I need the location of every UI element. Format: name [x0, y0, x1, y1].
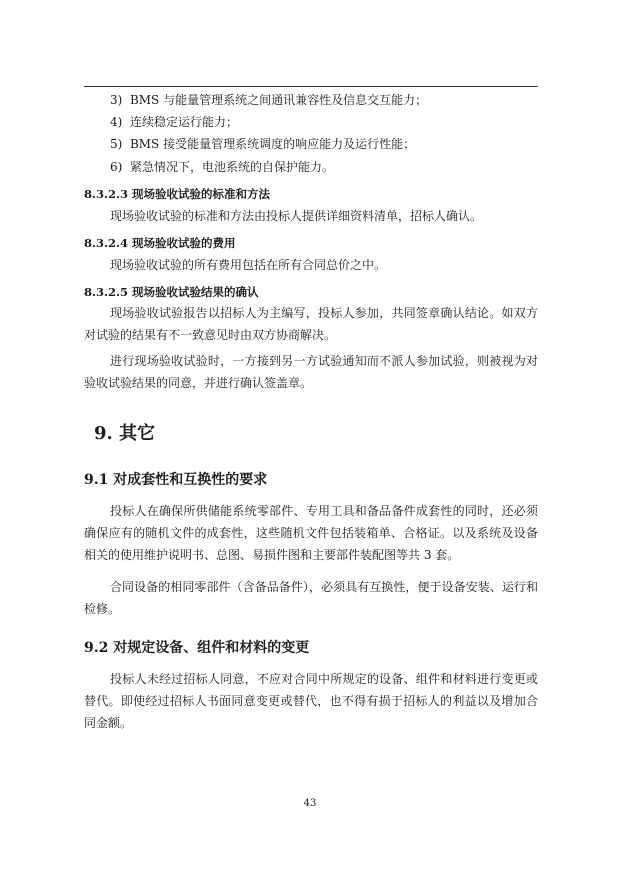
- paragraph: 投标人在确保所供储能系统零部件、专用工具和备品备件成套性的同时，还必须确保应有的随机文件的成套性，这些随机文件包括装箱单、合格证。以及系统及设备相关的使用维护说明书、总图、易损件图和主要部件装配图等共 3 套。: [84, 504, 538, 562]
- paragraph: 合同设备的相同零部件（含备品备件），必须具有互换性，便于设备安装、运行和检修。: [84, 580, 538, 616]
- section-heading-8-3-2-4: 8.3.2.4 现场验收试验的费用: [84, 236, 236, 250]
- section-heading-8-3-2-5: 8.3.2.5 现场验收试验结果的确认: [84, 285, 259, 299]
- section-heading-9-1: 9.1 对成套性和互换性的要求: [84, 472, 268, 488]
- header-rule: [84, 86, 538, 87]
- paragraph: 现场验收试验报告以招标人为主编写，投标人参加，共同签章确认结论。如双方对试验的结果有不一致意见时由双方协商解决。: [84, 306, 538, 342]
- list-item: 6) 紧急情况下，电池系统的自保护能力。: [110, 160, 334, 174]
- page-number: 43: [303, 798, 317, 809]
- list-item: 5) BMS 接受能量管理系统调度的响应能力及运行性能；: [110, 137, 416, 151]
- section-heading-9-2: 9.2 对规定设备、组件和材料的变更: [84, 640, 310, 656]
- paragraph: 现场验收试验的标准和方法由投标人提供详细资料清单，招标人确认。: [110, 209, 483, 223]
- chapter-heading-9: 9. 其它: [94, 423, 156, 444]
- paragraph: 进行现场验收试验时，一方接到另一方试验通知而不派人参加试验，则被视为对验收试验结果的同意，并进行确认签盖章。: [84, 354, 538, 390]
- paragraph: 现场验收试验的所有费用包括在所有合同总价之中。: [110, 258, 387, 272]
- list-item: 3) BMS 与能量管理系统之间通讯兼容性及信息交互能力；: [110, 93, 428, 107]
- list-item: 4) 连续稳定运行能力；: [110, 115, 238, 129]
- paragraph: 投标人未经过招标人同意，不应对合同中所规定的设备、组件和材料进行变更或替代。即使经过招标人书面同意变更或替代，也不得有损于招标人的利益以及增加合同金额。: [84, 672, 538, 730]
- section-heading-8-3-2-3: 8.3.2.3 现场验收试验的标准和方法: [84, 187, 271, 201]
